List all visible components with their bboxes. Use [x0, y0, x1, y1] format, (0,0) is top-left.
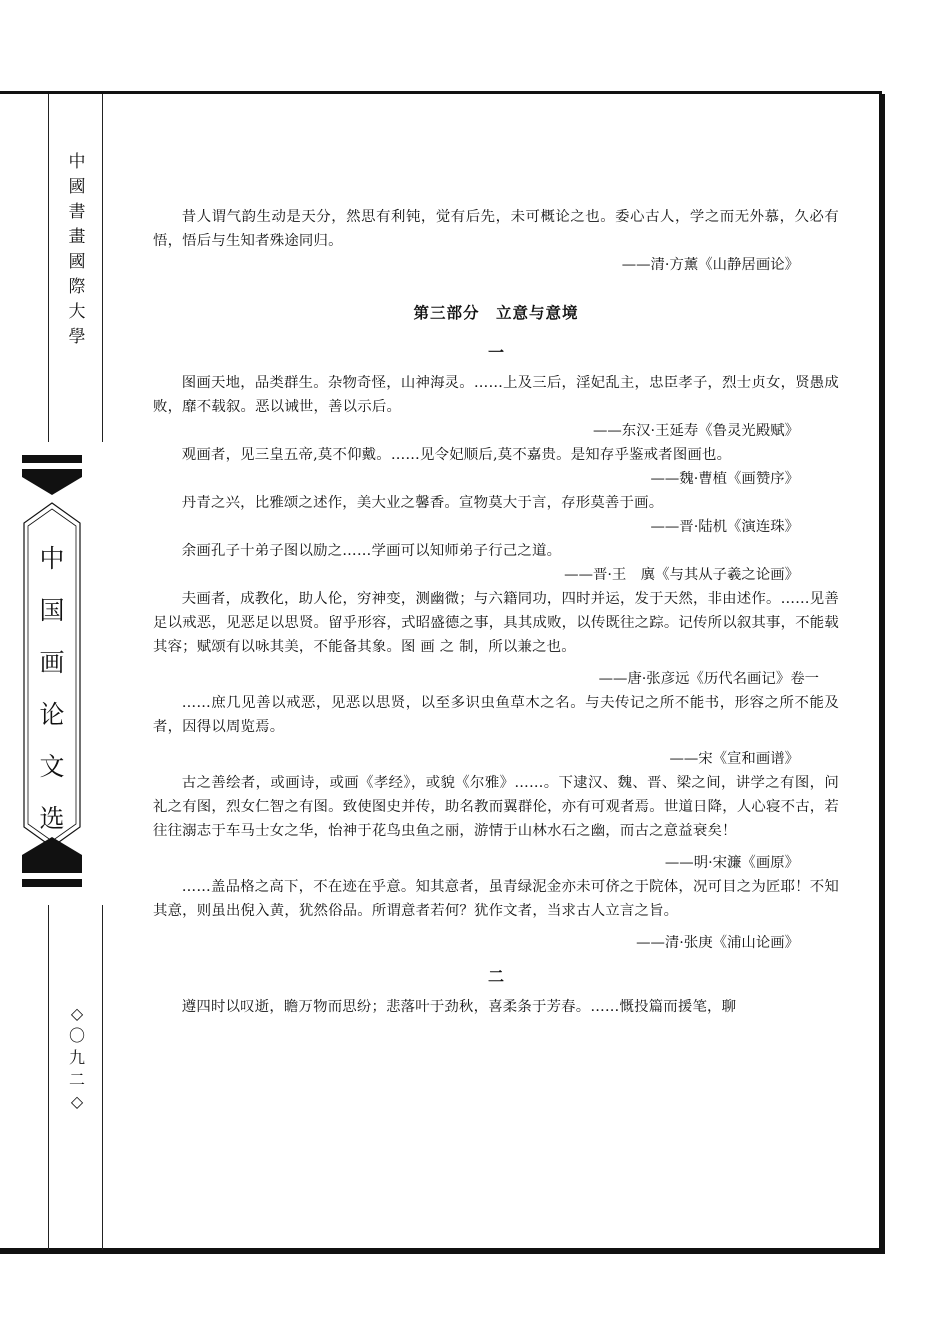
book-title-char: 中: [39, 544, 65, 573]
frame-shadow-right: [882, 94, 885, 1254]
page-number: [62, 1003, 92, 1113]
diamond-icon: ◇: [70, 1092, 84, 1111]
source-citation: ——魏·曹植《画赞序》: [650, 471, 799, 487]
main-text: [153, 205, 839, 1019]
title-char: 際: [68, 277, 86, 297]
sidebar-rule-right-bottom: [102, 905, 103, 1250]
section-numeral: 二: [487, 967, 504, 986]
title-char: 書: [68, 202, 86, 222]
title-char: 國: [68, 252, 86, 272]
book-title-char: 画: [39, 648, 65, 677]
source-citation: ——宋《宣和画谱》: [669, 751, 799, 767]
sidebar-rule-right-top: [102, 94, 103, 442]
paragraph: 观画者，见三皇五帝,莫不仰戴。……见令妃顺后,莫不嘉贵。是知存乎鉴戒者图画也。: [181, 447, 732, 463]
book-title-char: 文: [39, 752, 65, 781]
source-citation: ——唐·张彦远《历代名画记》卷一: [598, 671, 819, 687]
title-char: 大: [68, 302, 86, 322]
page-number-char: 九: [68, 1048, 85, 1067]
sidebar-rule-left-bottom: [48, 905, 49, 1250]
source-citation: ——晋·王 廙《与其从子羲之论画》: [564, 567, 799, 583]
book-title-char: 选: [39, 804, 65, 833]
source-citation: ——清·方薰《山静居画论》: [621, 257, 799, 273]
source-citation: ——明·宋濂《画原》: [664, 855, 799, 871]
paragraph: 古之善绘者，或画诗，或画《孝经》，或貌《尔雅》……。下逮汉、魏、晋、梁之间，讲学之有图，问礼之有图，烈女仁智之有图。致使图史并传，助名教而翼群伦，亦有可观者焉。世道日降，人心寝不古，若往往溺志于车马士女之华，怡神于花鸟虫鱼之丽，游情于山林水石之幽，而古之意益衰矣！: [153, 775, 839, 839]
sidebar-rule-left-top: [48, 94, 49, 442]
paragraph: 遵四时以叹逝，瞻万物而思纷；悲落叶于劲秋，喜柔条于芳春。……慨投篇而援笔，聊: [181, 999, 737, 1015]
book-title-char: 国: [39, 596, 65, 625]
title-char: 學: [68, 327, 86, 347]
book-title-char: 论: [39, 700, 65, 729]
source-citation: ——东汉·王延寿《鲁灵光殿赋》: [592, 423, 799, 439]
title-char: 中: [68, 152, 86, 172]
source-citation: ——晋·陆机《演连珠》: [650, 519, 799, 535]
section-numeral: 一: [487, 343, 504, 362]
source-citation: ——清·张庚《浦山论画》: [636, 935, 799, 951]
paragraph: 图画天地，品类群生。杂物奇怪，山神海灵。……上及三后，淫妃乱主，忠臣孝子，烈士贞女，贤愚成败，靡不载叙。恶以诫世，善以示后。: [153, 375, 839, 415]
book-title: [24, 533, 80, 845]
title-char: 畫: [68, 227, 86, 247]
title-char: 國: [68, 177, 86, 197]
paragraph: ……盖品格之高下，不在迹在乎意。知其意者，虽青绿泥金亦未可侪之于院体，况可目之为匠耶！不知其意，则虽出倪入黄，犹然俗品。所谓意者若何？犹作文者，当求古人立言之旨。: [153, 879, 839, 919]
section-heading: 第三部分 立意与意境: [413, 303, 579, 322]
frame-shadow-bottom: [0, 1251, 882, 1254]
page-number-char: 〇: [68, 1026, 85, 1045]
paragraph: 夫画者，成教化，助人伦，穷神变，测幽微；与六籍同功，四时并运，发于天然，非由述作。……见善足以戒恶，见恶足以思贤。留乎形容，式昭盛德之事，具其成败，以传既往之踪。记传所以叙其事，不能载其容；赋颂有以咏其美，不能备其象。图 画 之 制，所以兼之也。: [153, 591, 839, 655]
paragraph: 余画孔子十弟子图以励之……学画可以知师弟子行己之道。: [181, 543, 562, 559]
page-number-char: 二: [68, 1070, 85, 1089]
paragraph: 昔人谓气韵生动是天分，然思有利钝，觉有后先，未可概论之也。委心古人，学之而无外慕，久必有悟，悟后与生知者殊途同归。: [153, 209, 839, 249]
paragraph: 丹青之兴，比雅颂之述作，美大业之馨香。宣物莫大于言，存形莫善于画。: [181, 495, 664, 511]
diamond-icon: ◇: [70, 1004, 84, 1023]
university-title: [62, 150, 92, 350]
paragraph: ……庶几见善以戒恶，见恶以思贤，以至多识虫鱼草木之名。与夫传记之所不能书，形容之所不能及者，因得以周览焉。: [153, 695, 839, 735]
